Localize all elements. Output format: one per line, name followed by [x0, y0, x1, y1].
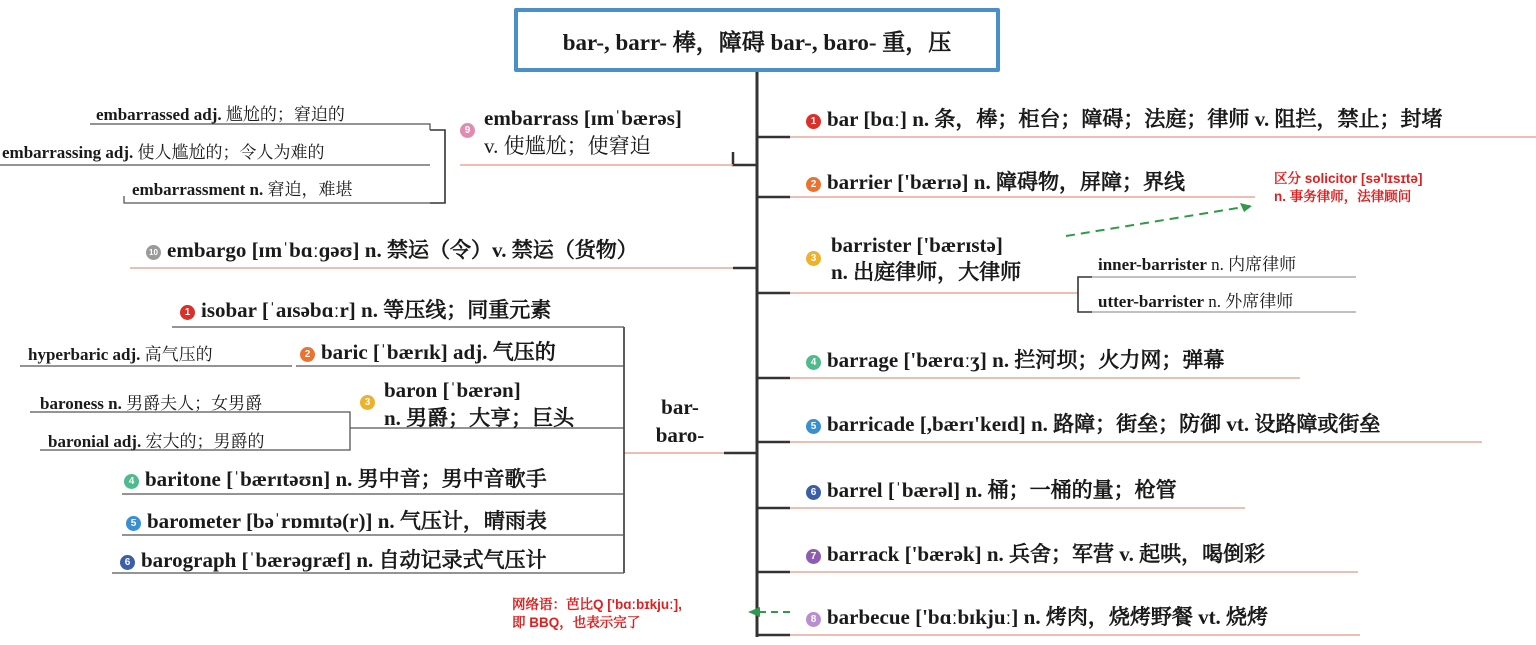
node-barrel[interactable] [806, 474, 1177, 504]
node-definition: n. 气压计，晴雨表 [372, 509, 547, 533]
number-badge: 5 [126, 516, 141, 531]
node-definition: adj. 气压的 [447, 340, 556, 364]
node-definition: 男爵夫人；女男爵 [121, 394, 263, 413]
node-definition: n. 拦河坝；火力网；弹幕 [986, 348, 1225, 372]
node-word: embarrassing adj. [2, 143, 134, 162]
node-definition: n. 禁运（令）v. 禁运（货物） [359, 238, 638, 262]
node-word: baritone [ˈbærɪtəʊn] [145, 467, 331, 491]
node-barrister[interactable] [806, 232, 1021, 286]
node-word: embargo [ɪmˈbɑːɡəʊ] [167, 238, 360, 262]
node-definition: n. 自动记录式气压计 [351, 548, 547, 572]
node-embargo[interactable] [146, 234, 638, 264]
node-barbecue[interactable] [806, 601, 1268, 631]
node-barometer[interactable] [126, 505, 547, 535]
node-embarrass[interactable] [460, 104, 682, 160]
node-barrack[interactable] [806, 538, 1265, 568]
node-hyperbaric[interactable] [28, 340, 213, 365]
number-badge: 1 [180, 305, 195, 320]
node-definition: n. 烤肉，烧烤野餐 vt. 烧烤 [1018, 605, 1269, 629]
node-definition: n. 等压线；同重元素 [355, 298, 552, 322]
note-line: 区分 solicitor [sə'lɪsɪtə] [1274, 171, 1423, 186]
number-badge: 3 [360, 395, 375, 410]
node-definition: 高气压的 [140, 345, 213, 364]
note-solicitor [1274, 170, 1422, 206]
number-badge: 4 [124, 474, 139, 489]
node-word: bar [bɑː] [827, 107, 907, 131]
note-bbq [512, 596, 682, 632]
number-badge: 1 [806, 114, 821, 129]
node-definition: n. 兵舍；军营 v. 起哄，喝倒彩 [981, 542, 1266, 566]
number-badge: 2 [300, 347, 315, 362]
node-isobar[interactable] [180, 294, 551, 324]
node-word: baron [ˈbærən] [384, 378, 521, 402]
node-definition: 尴尬的；窘迫的 [221, 105, 345, 124]
node-inner-barrister[interactable] [1098, 250, 1296, 275]
node-word: barograph [ˈbærəɡræf] [141, 548, 352, 572]
number-badge: 8 [806, 612, 821, 627]
node-word: barometer [bəˈrɒmɪtə(r)] [147, 509, 373, 533]
node-baronial[interactable] [48, 427, 264, 452]
number-badge: 9 [460, 123, 475, 138]
node-barricade[interactable] [806, 408, 1380, 438]
node-word: barrel [ˈbærəl] [827, 478, 961, 502]
node-definition: n. 路障；街垒；防御 vt. 设路障或街垒 [1025, 412, 1381, 436]
node-word: embarrassed adj. [96, 105, 222, 124]
node-word: baric [ˈbærɪk] [321, 340, 448, 364]
root-topic-box[interactable] [514, 8, 1000, 72]
node-word: embarrass [ɪmˈbærəs] [484, 106, 682, 130]
number-badge: 10 [146, 245, 161, 260]
node-definition: n. 障碍物，屏障；界线 [968, 170, 1185, 194]
node-definition: v. 使尴尬；使窘迫 [484, 134, 651, 158]
root-topic-text: bar-, barr- 棒，障碍 bar-, baro- 重，压 [562, 29, 952, 55]
node-baric[interactable] [300, 336, 556, 366]
node-word: baronial adj. [48, 432, 142, 451]
center-topic-baro[interactable] [648, 393, 712, 449]
node-word: baroness n. [40, 394, 122, 413]
node-definition: n. 桶；一桶的量；枪管 [960, 478, 1177, 502]
number-badge: 4 [806, 355, 821, 370]
node-barrier[interactable] [806, 166, 1185, 196]
node-embarrassed[interactable] [96, 100, 345, 125]
node-word: isobar [ˈaɪsəbɑːr] [201, 298, 356, 322]
number-badge: 6 [120, 555, 135, 570]
node-word: inner-barrister [1098, 255, 1207, 274]
node-word: utter-barrister [1098, 292, 1205, 311]
number-badge: 3 [806, 251, 821, 266]
node-embarrassment[interactable] [132, 175, 353, 200]
node-word: embarrassment n. [132, 180, 264, 199]
node-definition: n. 外席律师 [1204, 292, 1294, 311]
node-definition: 使人尴尬的；令人为难的 [133, 143, 325, 162]
node-definition: 宏大的；男爵的 [141, 432, 265, 451]
number-badge: 2 [806, 177, 821, 192]
number-badge: 7 [806, 549, 821, 564]
node-bar[interactable] [806, 103, 1442, 133]
node-definition: n. 出庭律师，大律师 [831, 260, 1022, 284]
node-embarrassing[interactable] [2, 138, 325, 163]
node-word: hyperbaric adj. [28, 345, 141, 364]
number-badge: 6 [806, 485, 821, 500]
note-line: 即 BBQ，也表示完了 [512, 615, 641, 630]
node-word: barricade [,bærɪ'keɪd] [827, 412, 1026, 436]
node-word: barrier ['bærɪə] [827, 170, 969, 194]
node-definition: n. 条，棒；柜台；障碍；法庭；律师 v. 阻拦，禁止；封堵 [906, 107, 1443, 131]
node-barrage[interactable] [806, 344, 1224, 374]
node-definition: n. 男中音；男中音歌手 [330, 467, 547, 491]
note-line: 网络语：芭比Q ['bɑːbɪkjuː], [512, 597, 682, 612]
node-barograph[interactable] [120, 544, 547, 574]
node-baron[interactable] [360, 376, 574, 432]
center-line: bar- [661, 395, 699, 419]
note-line: n. 事务律师，法律顾问 [1274, 189, 1412, 204]
node-definition: 窘迫，难堪 [263, 180, 353, 199]
node-definition: n. 男爵；大亨；巨头 [384, 406, 575, 430]
node-utter-barrister[interactable] [1098, 287, 1293, 312]
center-line: baro- [655, 423, 705, 447]
node-baroness[interactable] [40, 389, 262, 414]
node-definition: n. 内席律师 [1206, 255, 1297, 274]
number-badge: 5 [806, 419, 821, 434]
node-word: barrack ['bærək] [827, 542, 982, 566]
node-word: barbecue ['bɑːbɪkjuː] [827, 605, 1019, 629]
node-word: barrister ['bærɪstə] [831, 233, 1003, 257]
node-baritone[interactable] [124, 463, 547, 493]
node-word: barrage ['bærɑːʒ] [827, 348, 987, 372]
